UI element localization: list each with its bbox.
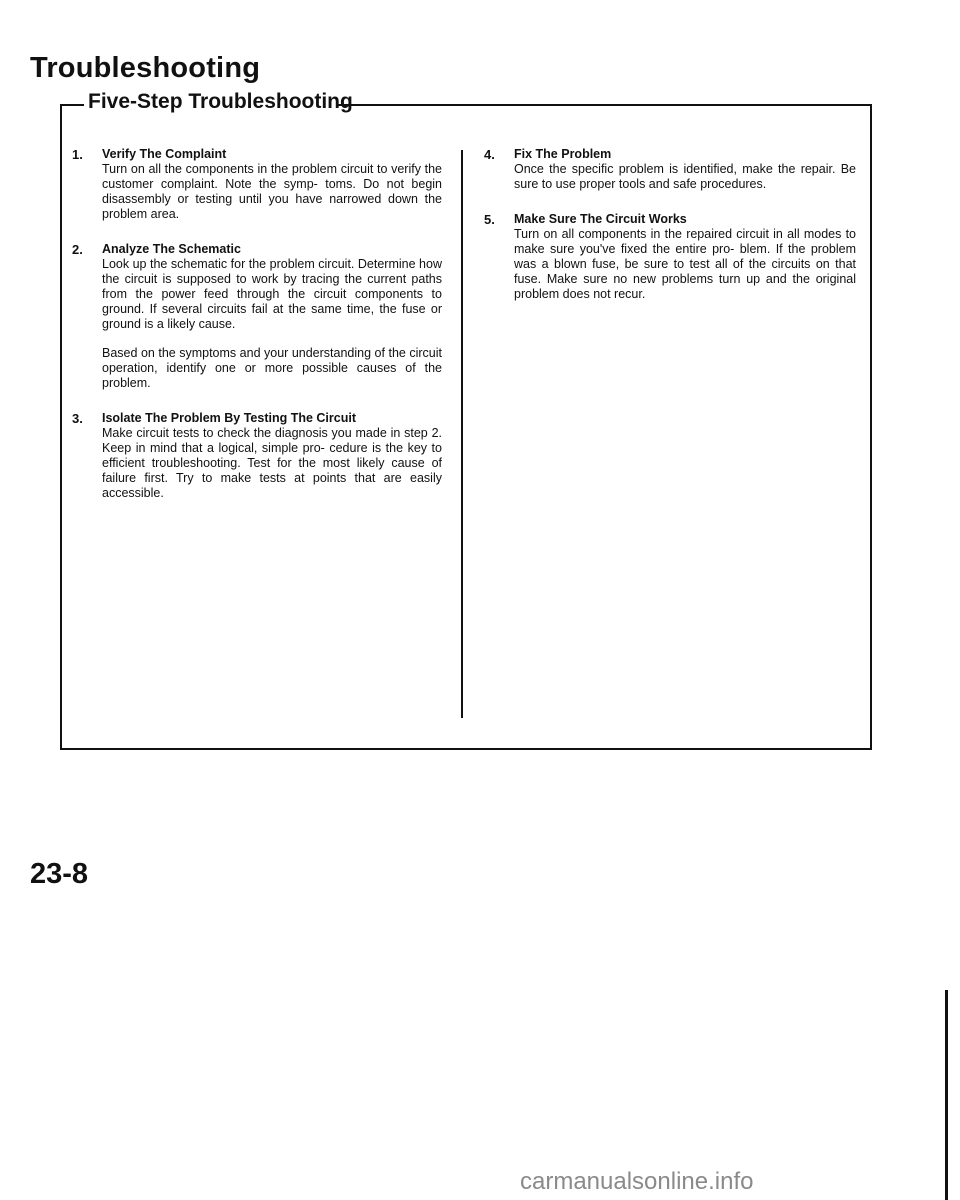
left-column xyxy=(72,147,442,521)
step-text: Turn on all the components in the problem circuit to verify the customer complaint. Note the symp- toms. Do not begin disassembly or testing until you have narrowed down the problem area. xyxy=(102,162,442,221)
right-column xyxy=(484,147,856,322)
step-heading: Verify The Complaint xyxy=(102,147,227,161)
step-body xyxy=(102,411,442,501)
step-5 xyxy=(484,212,856,302)
step-heading: Isolate The Problem By Testing The Circuit xyxy=(102,411,356,425)
step-number: 2. xyxy=(72,242,83,257)
section-frame-top-left xyxy=(60,104,84,106)
step-number: 3. xyxy=(72,411,83,426)
column-divider xyxy=(461,150,463,718)
step-heading: Fix The Problem xyxy=(514,147,612,161)
step-body xyxy=(102,147,442,222)
step-body xyxy=(514,147,856,192)
section-frame-right xyxy=(870,104,872,748)
section-frame-left xyxy=(60,104,62,748)
section-frame-bottom xyxy=(60,748,872,750)
step-3 xyxy=(72,411,442,501)
step-text: Make circuit tests to check the diagnosis you made in step 2. Keep in mind that a logical, simple pro- cedure is the key to efficient troubleshooting. Test for the most likely cause of failure first. Try to make tests at points that are easily accessible. xyxy=(102,426,442,500)
step-number: 1. xyxy=(72,147,83,162)
step-heading: Analyze The Schematic xyxy=(102,242,241,256)
page-number: 23-8 xyxy=(30,858,89,890)
step-1 xyxy=(72,147,442,222)
section-title: Five-Step Troubleshooting xyxy=(88,90,353,113)
step-heading: Make Sure The Circuit Works xyxy=(514,212,687,226)
step-body xyxy=(102,242,442,391)
step-number: 4. xyxy=(484,147,495,162)
step-body xyxy=(514,212,856,302)
step-text: Look up the schematic for the problem circuit. Determine how the circuit is supposed to work by tracing the current paths from the power feed through the circuit components to ground. If several circuits fail at the same time, the fuse or ground is a likely cause. xyxy=(102,257,442,331)
page-title: Troubleshooting xyxy=(30,52,261,84)
page-edge-line xyxy=(945,990,948,1200)
step-extra-paragraph: Based on the symptoms and your understanding of the circuit operation, identify one or more possible causes of the problem. xyxy=(102,346,442,390)
step-number: 5. xyxy=(484,212,495,227)
section-frame-top-right xyxy=(336,104,872,106)
step-2 xyxy=(72,242,442,391)
step-text: Once the specific problem is identified, make the repair. Be sure to use proper tools and safe procedures. xyxy=(514,162,856,191)
watermark: carmanualsonline.info xyxy=(520,1168,754,1195)
step-4 xyxy=(484,147,856,192)
step-text: Turn on all components in the repaired circuit in all modes to make sure you've fixed the entire pro- blem. If the problem was a blown fuse, be sure to test all of the circuits on that fuse. Make sure no new problems turn up and the original problem does not recur. xyxy=(514,227,856,301)
